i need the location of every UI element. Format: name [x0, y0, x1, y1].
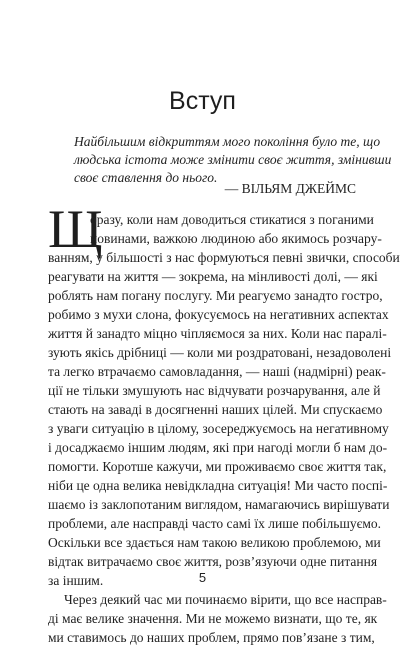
body-line: і досаджаємо іншим людям, які при нагоді могли б нам до- — [48, 440, 388, 455]
body-line: ванням, у більшості з нас формуються певні звички, способи — [48, 250, 400, 265]
body-line: ми ставимось до наших проблем, прямо пов’язане з тим, — [48, 630, 375, 645]
body-line: проблеми, але насправді часто самі їх лише побільшуємо. — [48, 516, 382, 531]
body-line: роблять нам погану послугу. Ми реагуємо занадто гостро, — [48, 288, 383, 303]
body-line: стають на заваді в досягненні наших цілей. Ми спускаємо — [48, 402, 383, 417]
epigraph — [74, 133, 392, 187]
epigraph-line: своє ставлення до нього. — [74, 170, 218, 185]
body-line: та легко втрачаємо самовладання, — наші (надмірні) реак- — [48, 364, 386, 379]
body-line: оразу, коли нам доводиться стикатися з поганими — [90, 212, 374, 227]
body-line: новинами, важкою людиною або якимось розчару- — [90, 231, 382, 246]
body-line: ції не тільки змушують нас відчувати розчарування, але й — [48, 383, 381, 398]
body-line: відтак витрачаємо своє життя, розв’язуючи одне питання — [48, 554, 378, 569]
body-line: ніби це одна велика невідкладна ситуація! Ми часто поспі- — [48, 478, 388, 493]
body-line: з уваги ситуацію в цілому, зосереджуємось на негативному — [48, 421, 389, 436]
body-line: життя й занадто міцно чіпляємося за них. Коли нас паралі- — [48, 326, 387, 341]
epigraph-attribution: — ВІЛЬЯМ ДЖЕЙМС — [224, 181, 356, 196]
body-line: реагувати на життя — зокрема, на мінливості долі, — які — [48, 269, 378, 284]
epigraph-line: людська істота може змінити своє життя, змінивши — [74, 152, 392, 167]
body-line: Через деякий час ми починаємо вірити, що все насправ- — [64, 592, 387, 607]
body-line: зують якісь дрібниці — коли ми роздратовані, незадоволені — [48, 345, 392, 360]
body-line: ді має велике значення. Ми не можемо визнати, що те, як — [48, 611, 378, 626]
drop-cap: Щ — [48, 199, 103, 259]
body-line: Оскільки все здається нам такою великою проблемою, ми — [48, 535, 381, 550]
body-line: шаємо із заклопотаним виглядом, намагаючись вирішувати — [48, 497, 390, 512]
body-line: робимо з мухи слона, фокусуємось на негативних аспектах — [48, 307, 389, 322]
body-line: помогти. Коротше кажучи, ми проживаємо своє життя так, — [48, 459, 387, 474]
chapter-title: Вступ — [169, 87, 236, 115]
epigraph-line: Найбільшим відкриттям мого покоління було те, що — [74, 134, 381, 149]
page-number: 5 — [198, 570, 207, 585]
body-line: за іншим. — [48, 573, 104, 588]
